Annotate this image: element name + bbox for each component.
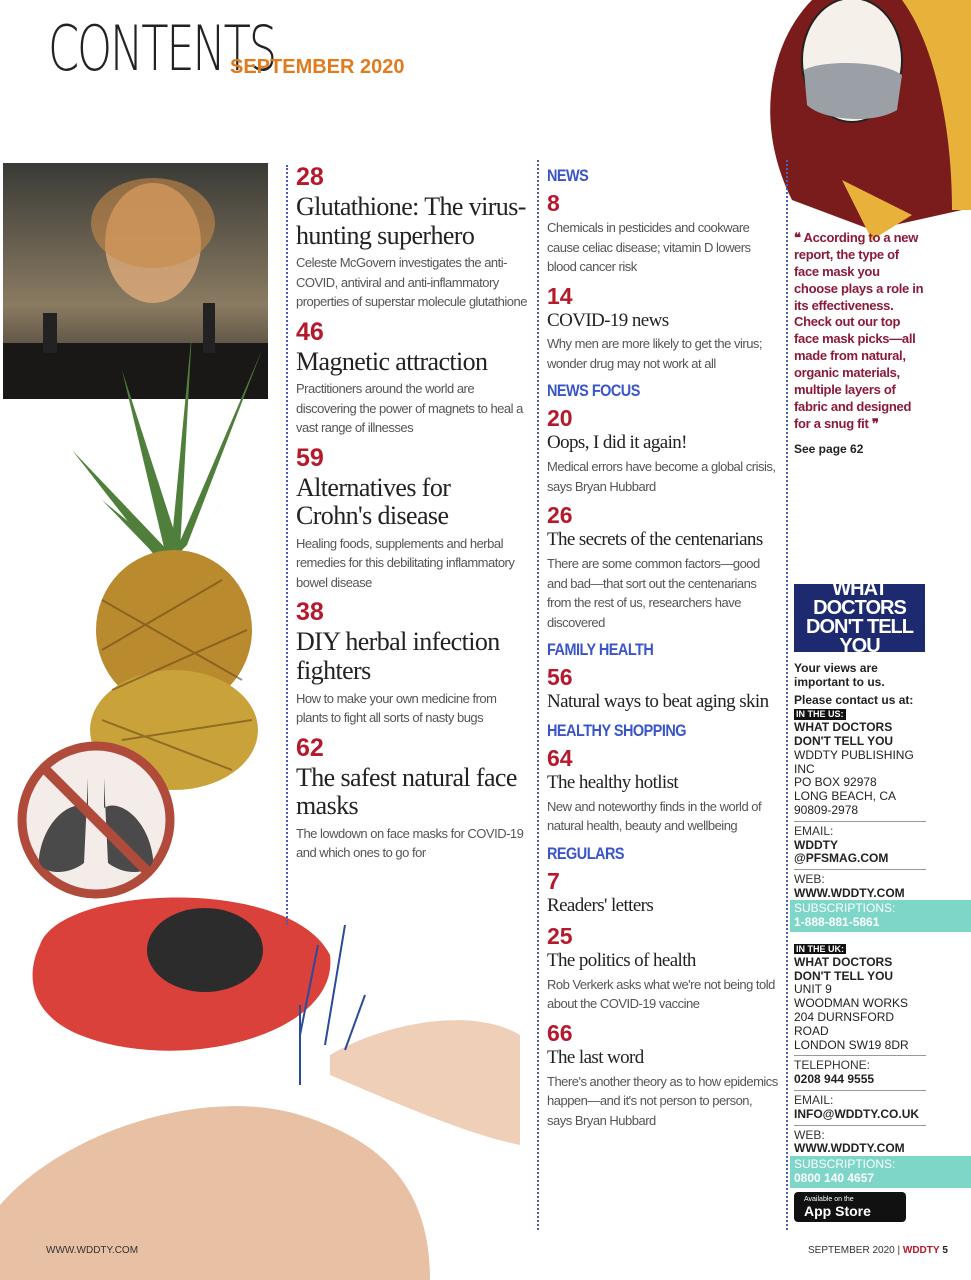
web-label: WEB: (794, 872, 825, 887)
sidebar-divider (786, 160, 788, 1230)
page-number: 64 (547, 745, 573, 772)
article-description: How to make your own medicine from plants to fight all sorts of nasty bugs (296, 690, 497, 726)
article-magnetic[interactable] (296, 317, 528, 438)
us-address-line: WDDTY PUBLISHING INC (794, 747, 914, 776)
article-title: Alternatives for Crohn's disease (296, 472, 451, 531)
app-store-small: Available on the (804, 1195, 854, 1203)
us-subscriptions-phone[interactable]: 1-888-881-5861 (794, 914, 880, 929)
article-description: Medical errors have become a global crisis, says Bryan Hubbard (547, 459, 776, 494)
open-quote-icon: ❝ (794, 230, 804, 245)
article-title: The politics of health (547, 949, 696, 971)
footer-folio (808, 1245, 948, 1256)
departments-column (537, 160, 779, 1230)
subscriptions-label: SUBSCRIPTIONS: (794, 1157, 896, 1171)
us-email-line-2[interactable]: @PFSMAG.COM (794, 851, 889, 866)
article-glutathione[interactable] (296, 165, 528, 312)
acupuncture-magnet-photo (0, 885, 525, 1280)
pull-quote-text: According to a new report, the type of face mask you choose plays a role in its effectiveness. Check out our top face mask picks—all made from natural, organic materials, multiple layers of fabric and designed for a snug fit (794, 230, 924, 431)
divider (794, 869, 926, 870)
divider (794, 1125, 926, 1126)
uk-subscriptions-phone[interactable]: 0800 140 4657 (794, 1170, 875, 1185)
article-oops[interactable] (547, 407, 779, 496)
article-politics[interactable] (547, 922, 779, 1014)
article-face-masks[interactable] (296, 733, 528, 863)
uk-address-line: 204 DURNSFORD ROAD (794, 1009, 895, 1038)
issue-date: SEPTEMBER 2020 (230, 56, 405, 78)
app-store-text (804, 1196, 871, 1219)
us-company-name: WHAT DOCTORS DON'T TELL YOU (794, 720, 894, 748)
pineapple-photo (62, 330, 272, 800)
article-title: The last word (547, 1046, 644, 1068)
web-label: WEB: (794, 1127, 825, 1142)
divider (794, 1090, 926, 1091)
article-title: The healthy hotlist (547, 772, 679, 794)
page-title: CONTENTS (48, 12, 275, 85)
pull-quote (794, 230, 924, 433)
woman-face-mask-illustration (752, 0, 971, 240)
see-page-link[interactable]: See page 62 (794, 442, 864, 456)
us-tag: IN THE US: (796, 709, 844, 720)
us-email-line-1[interactable]: WDDTY (794, 837, 838, 852)
article-description: Chemicals in pesticides and cookware cause celiac disease; vitamin D lowers blood cancer risk (547, 220, 751, 274)
uk-company-name: WHAT DOCTORS DON'T TELL YOU (794, 954, 894, 983)
article-news-8[interactable] (547, 192, 779, 277)
article-description: Healing foods, supplements and herbal remedies for this debilitating inflammatory bowel disease (296, 535, 515, 590)
article-title: Natural ways to beat aging skin (547, 691, 769, 713)
no-lungs-icon (14, 738, 178, 902)
uk-telephone[interactable]: 0208 944 9555 (794, 1072, 875, 1087)
article-title: COVID-19 news (547, 309, 669, 331)
article-description: New and noteworthy finds in the world of natural health, beauty and wellbeing (547, 798, 762, 834)
uk-address-line: UNIT 9 (794, 982, 832, 997)
uk-web-link[interactable]: WWW.WDDTY.COM (794, 1141, 905, 1156)
uk-subscriptions-box (790, 1156, 971, 1188)
article-centenarians[interactable] (547, 504, 779, 632)
us-address-line: LONG BEACH, CA (794, 789, 897, 804)
article-description: Celeste McGovern investigates the anti-COVID, antiviral and anti-inflammatory properties of superstar molecule glutathione (296, 255, 527, 310)
uk-contact-block (794, 942, 926, 1156)
page-number: 38 (296, 598, 324, 627)
email-label: EMAIL: (794, 1092, 834, 1107)
page-number: 8 (547, 190, 560, 216)
article-title: The safest natural face masks (296, 762, 517, 821)
article-title: DIY herbal infection fighters (296, 627, 500, 686)
section-healthy-shopping: HEALTHY SHOPPING (547, 721, 687, 741)
article-description: Why men are more likely to get the virus; wonder drug may not work at all (547, 336, 763, 371)
article-description: The lowdown on face masks for COVID-19 and which ones to go for (296, 825, 524, 861)
app-store-label: App Store (804, 1202, 871, 1219)
uk-email[interactable]: INFO@WDDTY.CO.UK (794, 1106, 920, 1121)
us-address-line: 90809-2978 (794, 802, 859, 817)
article-title: Readers' letters (547, 894, 654, 916)
article-last-word[interactable] (547, 1019, 779, 1130)
subscriptions-label: SUBSCRIPTIONS: (794, 901, 896, 915)
features-column (286, 165, 528, 925)
page-number: 25 (547, 922, 573, 949)
page-number: 56 (547, 664, 573, 691)
footer-date: SEPTEMBER 2020 | (808, 1245, 901, 1256)
contact-heading: Please contact us at: (794, 692, 914, 707)
page-number: 28 (296, 163, 324, 191)
divider (794, 821, 926, 822)
article-crohns[interactable] (296, 443, 528, 593)
views-text: Your views are important to us. (794, 661, 885, 689)
section-family-health: FAMILY HEALTH (547, 640, 654, 660)
article-title: Magnetic attraction (296, 346, 488, 376)
page-number: 59 (296, 443, 324, 472)
contact-us-block (794, 662, 926, 901)
logo-line-2: DON'T TELL YOU (806, 616, 913, 657)
section-news-focus: NEWS FOCUS (547, 381, 640, 401)
article-title: Glutathione: The virus-hunting superhero (296, 192, 526, 250)
footer-website: WWW.WDDTY.COM (46, 1245, 139, 1256)
section-regulars: REGULARS (547, 843, 625, 863)
page-number: 26 (547, 502, 573, 529)
logo-line-1: WHAT DOCTORS (813, 578, 906, 619)
page-number: 66 (547, 1019, 573, 1046)
article-letters[interactable] (547, 867, 779, 917)
article-title: The secrets of the centenarians (547, 529, 763, 551)
footer-brand: WDDTY (902, 1245, 940, 1256)
uk-tag: IN THE UK: (796, 944, 844, 954)
article-title: Oops, I did it again! (547, 432, 687, 454)
article-covid-news[interactable] (547, 282, 779, 374)
article-herbal[interactable] (296, 600, 528, 727)
us-web-link[interactable]: WWW.WDDTY.COM (794, 885, 905, 900)
email-label: EMAIL: (794, 823, 834, 838)
article-description: There are some common factors—good and bad—that sort out the centenarians from the rest of us, researchers have discovered (547, 556, 760, 630)
article-hotlist[interactable] (547, 747, 779, 836)
article-description: Rob Verkerk asks what we're not being told about the COVID-19 vaccine (547, 976, 775, 1012)
app-store-button[interactable] (794, 1192, 906, 1222)
telephone-label: TELEPHONE: (794, 1058, 871, 1073)
page-number: 20 (547, 405, 573, 432)
us-subscriptions-box (790, 900, 971, 932)
footer-page-number: 5 (942, 1245, 948, 1256)
page-number: 46 (296, 317, 324, 346)
page-number: 7 (547, 867, 560, 894)
divider (794, 1055, 926, 1056)
section-news: NEWS (547, 166, 589, 185)
close-quote-icon: ❞ (868, 415, 879, 431)
article-description: There's another theory as to how epidemics happen—and it's not person to person, says Bryan Hubbard (547, 1073, 778, 1128)
page-number: 14 (547, 282, 573, 309)
wddty-logo (794, 578, 925, 657)
article-description: Practitioners around the world are discovering the power of magnets to heal a vast range of illnesses (296, 381, 523, 436)
us-address-line: PO BOX 92978 (794, 775, 877, 790)
uk-address-line: WOODMAN WORKS (794, 996, 908, 1011)
uk-address-line: LONDON SW19 8DR (794, 1037, 909, 1052)
page-number: 62 (296, 733, 324, 762)
article-aging-skin[interactable] (547, 666, 779, 713)
